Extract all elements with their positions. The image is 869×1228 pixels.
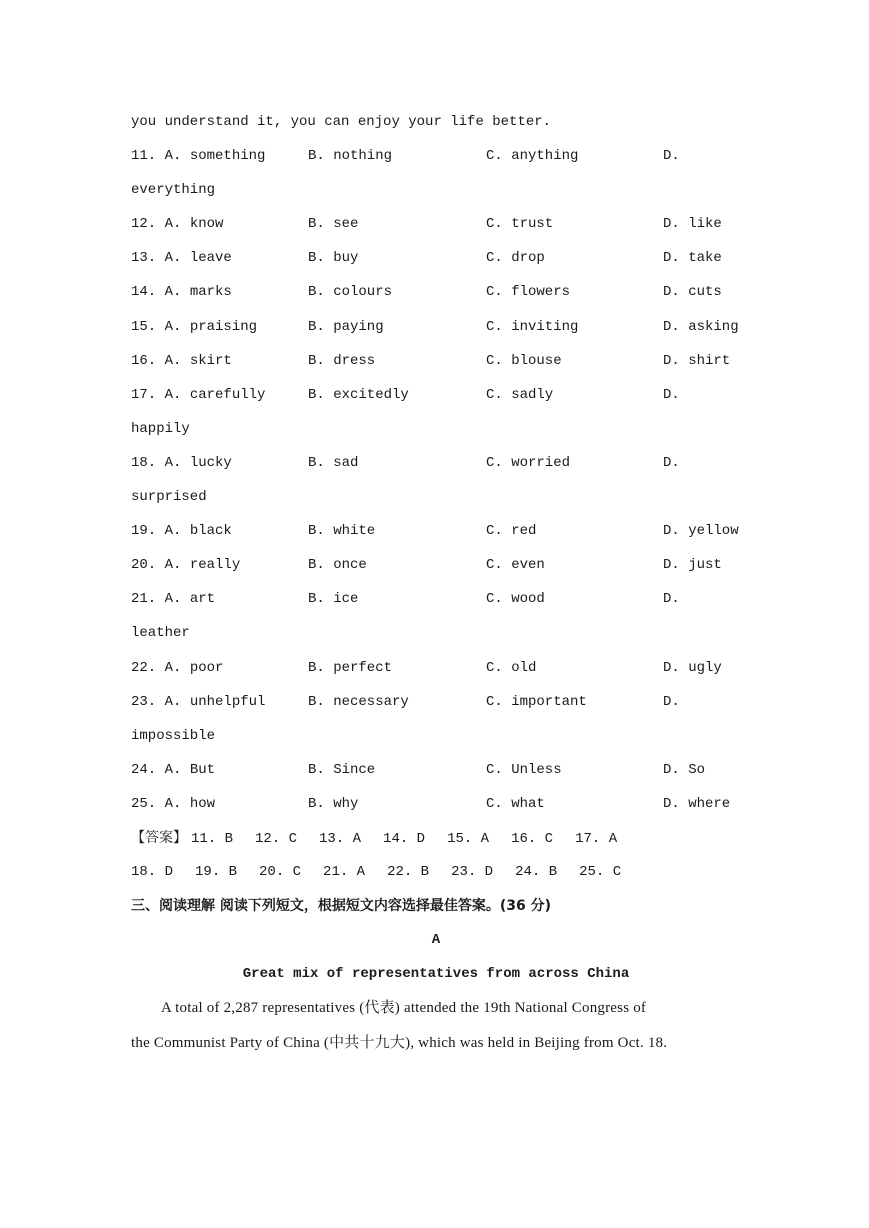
question-option-a <box>131 207 223 241</box>
question-option-c: C. what <box>486 795 545 812</box>
question-option-b: B. buy <box>308 250 359 267</box>
question-option-c: C. Unless <box>486 761 562 778</box>
option-text: praising <box>189 318 258 335</box>
option-text: But <box>189 761 216 778</box>
answer: 22. B <box>387 864 430 881</box>
question-option-d: D. <box>663 454 680 471</box>
answer-row-2 <box>131 855 741 889</box>
option-text: lucky <box>189 454 232 471</box>
question-list <box>131 139 741 821</box>
question-option-a <box>131 344 232 378</box>
question-option-b: B. necessary <box>308 693 409 710</box>
question-option-c: C. inviting <box>486 318 579 335</box>
question-option-a <box>131 378 265 412</box>
question-option-d: D. asking <box>663 318 739 335</box>
question-row <box>131 685 741 719</box>
question-row <box>131 582 741 616</box>
document-page <box>131 105 741 1060</box>
question-number: 19. A. <box>131 523 182 540</box>
question-number: 14. A. <box>131 284 182 301</box>
passage-line-2: the Communist Party of China (中共十九大), which was held in Beijing from Oct. 18. <box>131 1034 668 1051</box>
question-option-c: C. sadly <box>486 386 554 403</box>
question-option-a <box>131 310 257 344</box>
question-option-a <box>131 685 265 719</box>
question-option-d: D. cuts <box>663 284 722 301</box>
answer: 11. B <box>191 830 234 847</box>
question-option-d: D. shirt <box>663 352 731 369</box>
question-option-b: B. paying <box>308 318 384 335</box>
question-option-c: C. worried <box>486 454 571 471</box>
question-number: 17. A. <box>131 386 182 403</box>
question-number: 22. A. <box>131 659 182 676</box>
question-option-d-wrap: everything <box>131 182 216 199</box>
question-number: 16. A. <box>131 352 182 369</box>
question-row <box>131 275 741 309</box>
question-option-b: B. perfect <box>308 659 393 676</box>
option-text: poor <box>189 659 224 676</box>
question-row <box>131 787 741 821</box>
option-text: marks <box>189 284 232 301</box>
question-option-c: C. important <box>486 693 587 710</box>
question-option-b: B. why <box>308 795 359 812</box>
question-option-d-wrap: happily <box>131 420 190 437</box>
question-number: 13. A. <box>131 250 182 267</box>
option-text: unhelpful <box>189 693 266 710</box>
option-text: carefully <box>189 386 266 403</box>
answer: 25. C <box>579 864 622 881</box>
question-option-b: B. sad <box>308 454 359 471</box>
question-option-c: C. blouse <box>486 352 562 369</box>
answer: 20. C <box>259 864 302 881</box>
question-option-d-wrap: impossible <box>131 727 216 744</box>
intro-line: you understand it, you can enjoy your life better. <box>131 114 552 130</box>
question-row <box>131 207 741 241</box>
question-number: 11. A. <box>131 148 182 165</box>
question-option-d: D. ugly <box>663 659 722 676</box>
question-option-b: B. nothing <box>308 148 393 165</box>
option-text: art <box>189 591 216 608</box>
question-option-b: B. dress <box>308 352 376 369</box>
question-row <box>131 241 741 275</box>
question-row <box>131 139 741 173</box>
question-option-c: C. trust <box>486 216 554 233</box>
question-option-a <box>131 446 232 480</box>
question-row <box>131 378 741 412</box>
question-option-d: D. like <box>663 216 722 233</box>
option-text: really <box>189 557 241 574</box>
question-option-b: B. colours <box>308 284 393 301</box>
question-option-d-wrap: surprised <box>131 489 207 506</box>
question-number: 24. A. <box>131 761 182 778</box>
question-row <box>131 310 741 344</box>
answer: 15. A <box>447 830 490 847</box>
question-option-c: C. old <box>486 659 537 676</box>
question-option-b: B. excitedly <box>308 386 409 403</box>
question-number: 15. A. <box>131 318 182 335</box>
question-option-d: D. where <box>663 795 731 812</box>
question-option-a <box>131 514 232 548</box>
option-text: skirt <box>189 352 232 369</box>
question-option-c: C. drop <box>486 250 545 267</box>
question-option-b: B. Since <box>308 761 376 778</box>
option-text: how <box>189 795 216 812</box>
question-option-a <box>131 139 265 173</box>
question-option-b: B. ice <box>308 591 359 608</box>
question-option-b: B. see <box>308 216 359 233</box>
question-option-d: D. take <box>663 250 722 267</box>
answer: 17. A <box>575 830 618 847</box>
section-heading: 三、阅读理解 阅读下列短文，根据短文内容选择最佳答案。(36 分) <box>131 898 552 915</box>
question-option-c: C. anything <box>486 148 579 165</box>
question-option-c: C. flowers <box>486 284 571 301</box>
answer: 21. A <box>323 864 366 881</box>
answer: 23. D <box>451 864 494 881</box>
question-number: 21. A. <box>131 591 182 608</box>
question-number: 23. A. <box>131 693 182 710</box>
question-option-d: D. <box>663 693 680 710</box>
question-row <box>131 753 741 787</box>
question-option-a <box>131 582 215 616</box>
question-option-c: C. red <box>486 523 537 540</box>
question-option-d: D. <box>663 148 680 165</box>
question-option-a <box>131 241 232 275</box>
answer: 14. D <box>383 830 426 847</box>
passage-letter: A <box>431 932 441 949</box>
option-text: know <box>189 216 224 233</box>
answer-row-1 <box>131 821 741 855</box>
question-option-b: B. once <box>308 557 367 574</box>
question-option-d: D. just <box>663 557 722 574</box>
question-row <box>131 548 741 582</box>
question-option-d: D. <box>663 591 680 608</box>
question-number: 12. A. <box>131 216 182 233</box>
answer: 16. C <box>511 830 554 847</box>
answer-tag: 【答案】 <box>131 829 187 846</box>
option-text: something <box>189 148 266 165</box>
question-option-c: C. wood <box>486 591 545 608</box>
question-row <box>131 446 741 480</box>
question-option-a <box>131 651 223 685</box>
answer: 13. A <box>319 830 362 847</box>
answer: 24. B <box>515 864 558 881</box>
question-number: 20. A. <box>131 557 182 574</box>
question-row <box>131 514 741 548</box>
question-option-d-wrap: leather <box>131 625 190 642</box>
option-text: leave <box>189 250 232 267</box>
passage-title: Great mix of representatives from across China <box>242 966 630 983</box>
answer: 12. C <box>255 830 298 847</box>
option-text: black <box>189 523 232 540</box>
question-option-a <box>131 275 232 309</box>
question-option-a <box>131 787 215 821</box>
question-option-c: C. even <box>486 557 545 574</box>
passage-line-1: A total of 2,287 representatives (代表) attended the 19th National Congress of <box>161 1000 647 1017</box>
question-option-d: D. yellow <box>663 523 739 540</box>
question-number: 18. A. <box>131 454 182 471</box>
question-option-b: B. white <box>308 523 376 540</box>
question-option-d: D. So <box>663 761 706 778</box>
answer: 19. B <box>195 864 238 881</box>
question-number: 25. A. <box>131 795 182 812</box>
question-option-a <box>131 753 215 787</box>
question-option-a <box>131 548 240 582</box>
question-option-d: D. <box>663 386 680 403</box>
question-row <box>131 651 741 685</box>
answer: 18. D <box>131 864 174 881</box>
question-row <box>131 344 741 378</box>
